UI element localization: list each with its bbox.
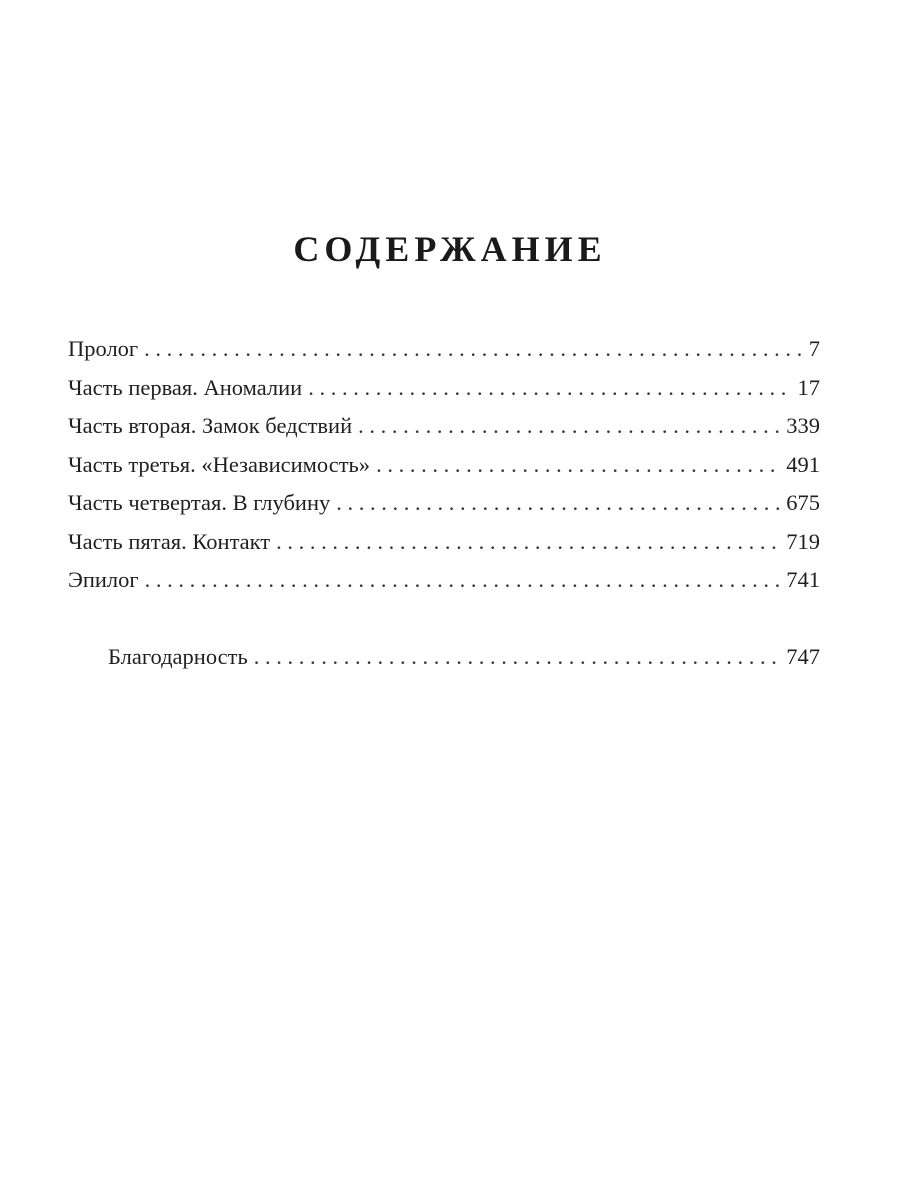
toc-entry-page-number: 719 <box>786 528 820 554</box>
page-title: СОДЕРЖАНИЕ <box>293 229 607 269</box>
toc-entry-label: Благодарность <box>108 643 248 669</box>
toc-entry-page-number: 17 <box>797 374 820 400</box>
toc-entry-part-3 <box>68 446 820 485</box>
toc-entry-label: Часть вторая. Замок бедствий <box>68 413 353 438</box>
toc-entry-label: Часть четвертая. В глубину <box>68 490 331 515</box>
toc-entry-label: Часть третья. «Независимость» <box>68 451 371 477</box>
toc-entry-part-5 <box>68 523 820 562</box>
dot-leader <box>376 446 780 485</box>
dot-leader <box>254 638 781 677</box>
toc-entry-label: Пролог <box>68 336 139 361</box>
toc-entry-label: Часть пятая. Контакт <box>68 528 271 554</box>
toc-entry-part-2 <box>68 407 820 446</box>
dot-leader <box>336 484 780 523</box>
table-of-contents <box>68 330 820 676</box>
toc-entry-page-number: 491 <box>786 451 820 477</box>
dot-leader <box>358 407 780 446</box>
toc-entry-label: Часть первая. Аномалии <box>68 374 303 400</box>
dot-leader <box>276 523 780 562</box>
toc-entry-part-1 <box>68 369 820 408</box>
toc-entry-epilogue <box>68 561 820 600</box>
toc-entry-label: Эпилог <box>68 567 139 592</box>
toc-entry-page-number: 741 <box>786 567 820 592</box>
dot-leader <box>144 330 803 369</box>
toc-entry-part-4 <box>68 484 820 523</box>
toc-entry-page-number: 747 <box>786 643 820 669</box>
toc-entry-page-number: 675 <box>786 490 820 515</box>
toc-entry-acknowledgements <box>68 638 820 677</box>
spacer <box>68 600 820 638</box>
toc-entry-page-number: 339 <box>786 413 820 438</box>
dot-leader <box>145 561 781 600</box>
toc-entry-page-number: 7 <box>808 336 820 361</box>
toc-entry-prologue <box>68 330 820 369</box>
dot-leader <box>308 369 791 408</box>
